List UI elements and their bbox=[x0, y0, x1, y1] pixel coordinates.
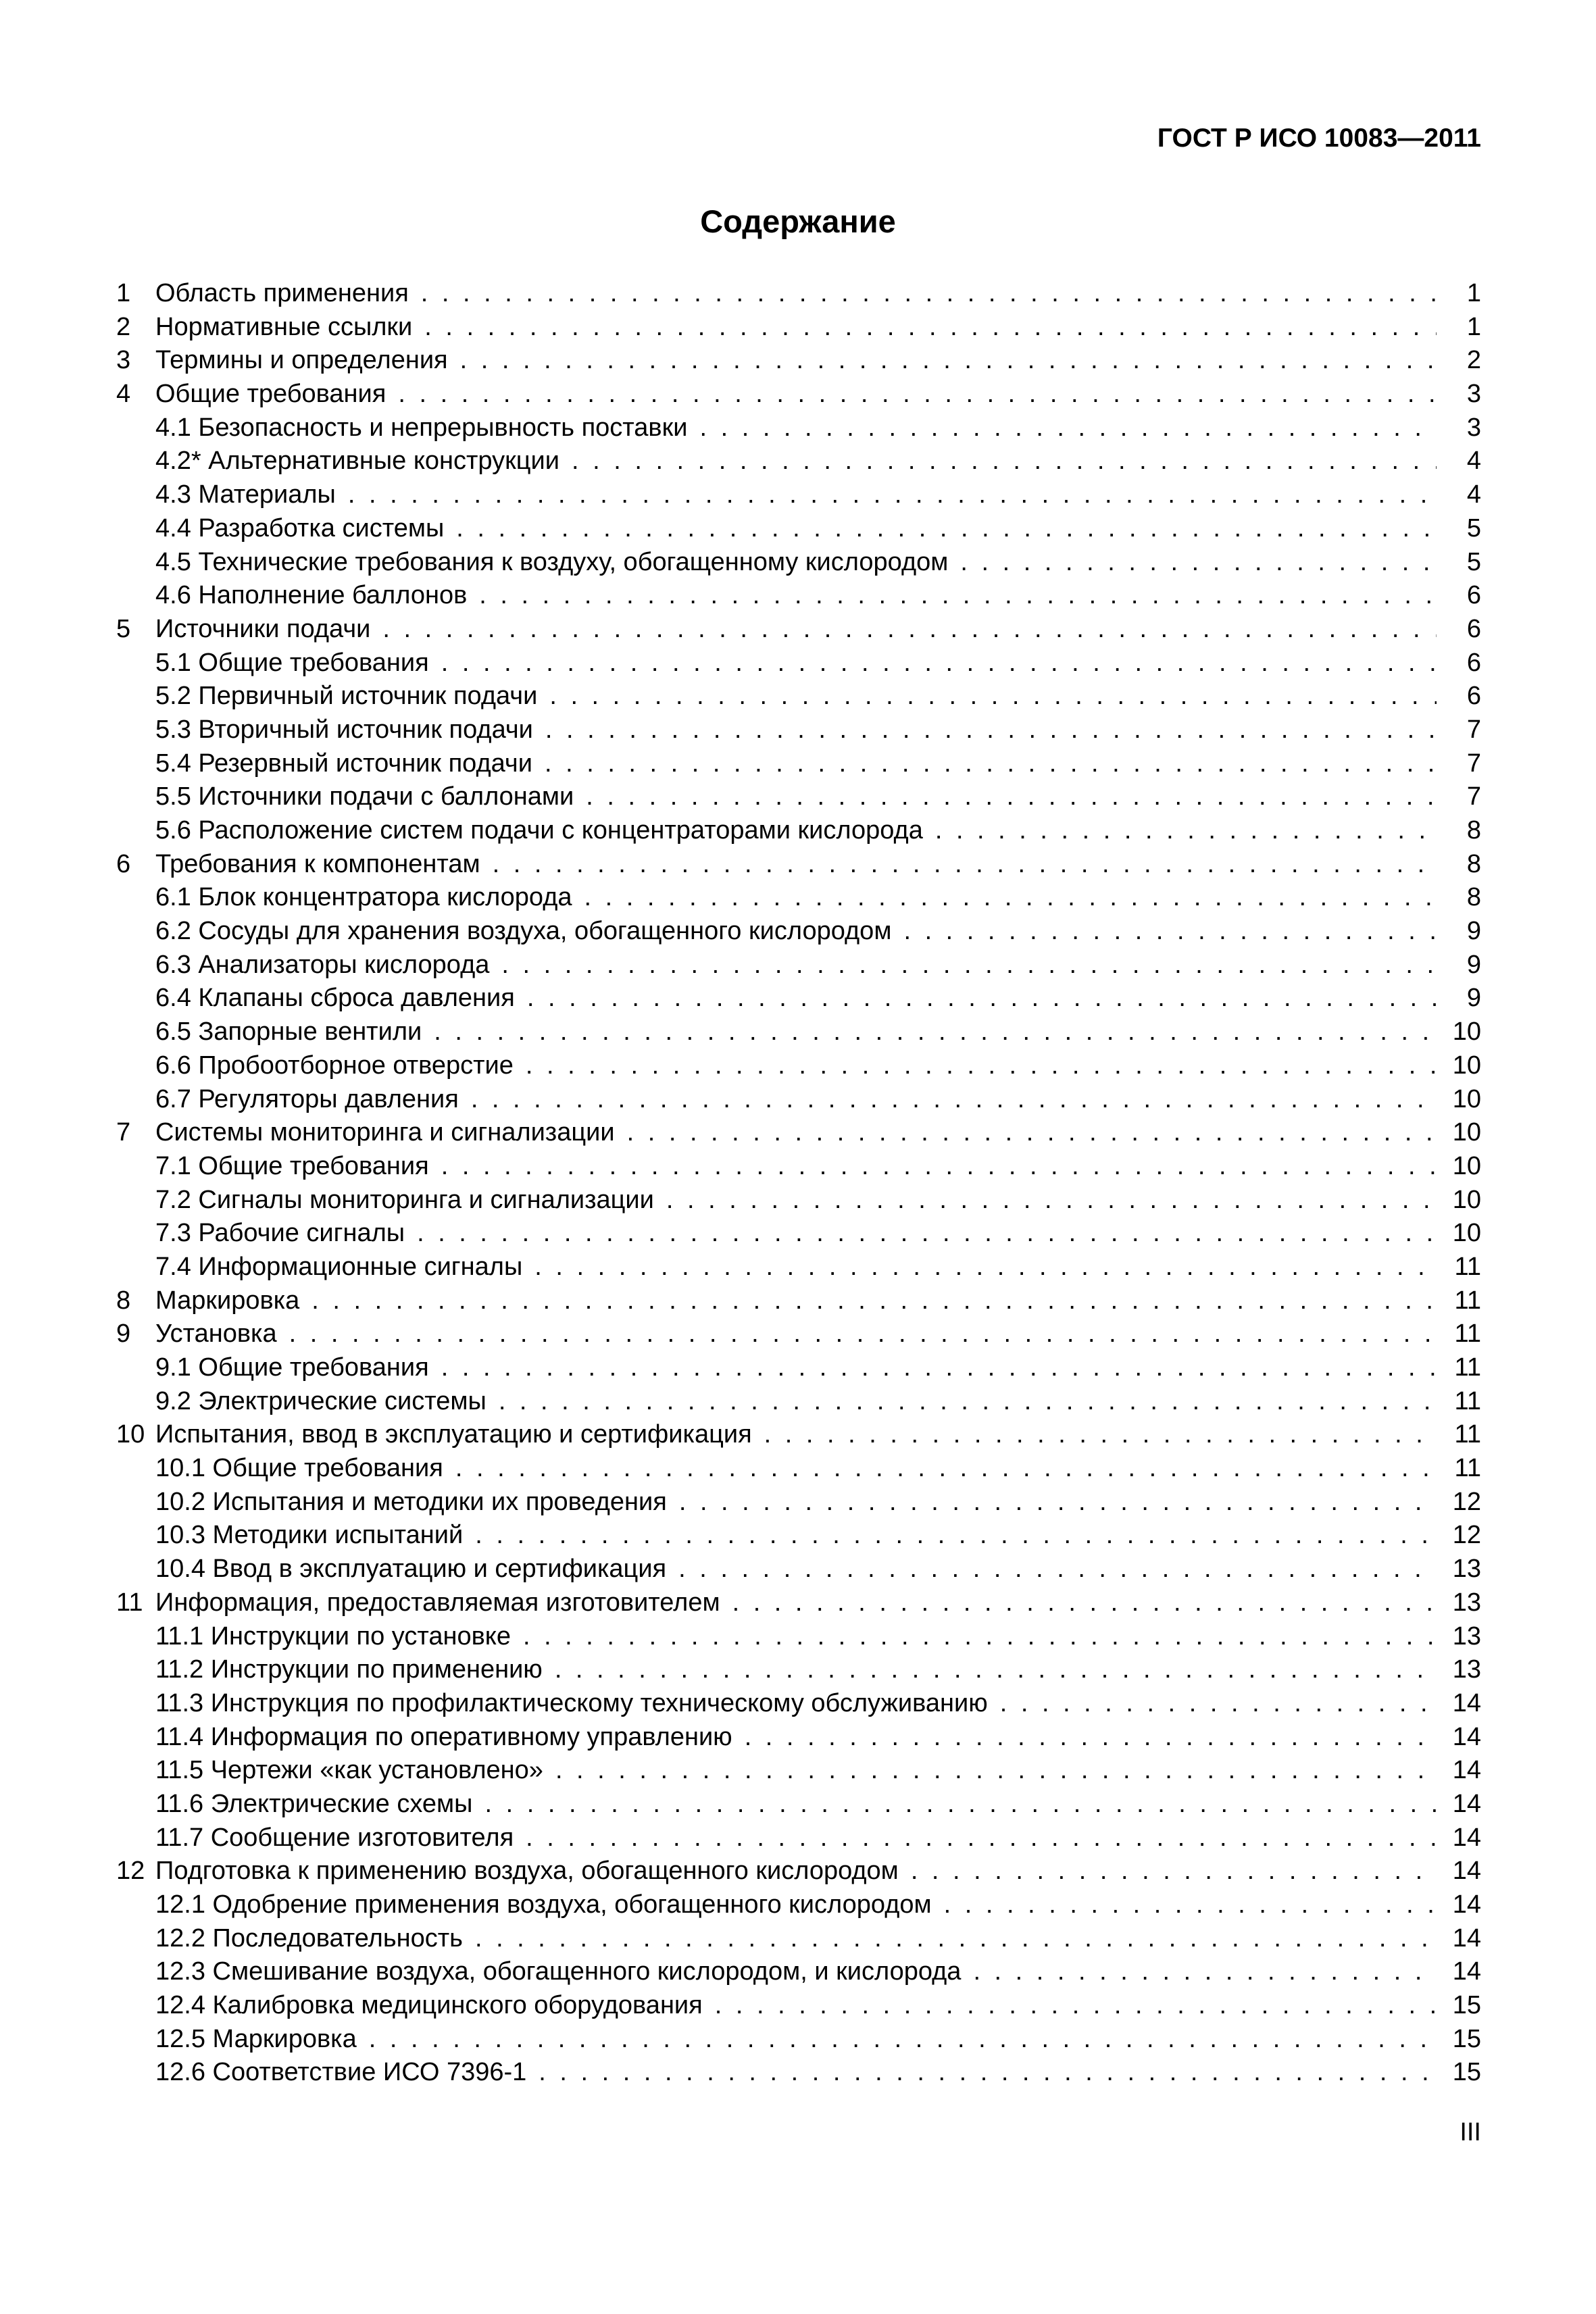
toc-entry-title: 7.1 Общие требования bbox=[155, 1151, 429, 1180]
toc-entry[interactable] bbox=[116, 713, 1481, 747]
dot-leader bbox=[441, 1351, 1437, 1385]
dot-leader bbox=[527, 982, 1437, 1015]
toc-entry-title: 9.1 Общие требования bbox=[155, 1353, 429, 1382]
toc-entry-page: 7 bbox=[1466, 749, 1481, 778]
toc-entry[interactable] bbox=[116, 1486, 1481, 1519]
toc-entry-page: 14 bbox=[1452, 1890, 1481, 1919]
toc-entry-page: 15 bbox=[1452, 2058, 1481, 2087]
toc-entry-title: 11.1 Инструкции по установке bbox=[155, 1621, 511, 1651]
toc-entry-title: Требования к компонентам bbox=[155, 849, 480, 878]
dot-leader bbox=[534, 1251, 1437, 1284]
toc-entry[interactable] bbox=[116, 1049, 1481, 1083]
toc-entry-page: 7 bbox=[1466, 715, 1481, 744]
toc-entry[interactable] bbox=[116, 1821, 1481, 1855]
toc-entry-title: 12.2 Последовательность bbox=[155, 1923, 463, 1953]
toc-entry[interactable] bbox=[116, 1788, 1481, 1821]
dot-leader bbox=[434, 1015, 1437, 1049]
toc-entry[interactable] bbox=[116, 1385, 1481, 1419]
dot-leader bbox=[1000, 1687, 1437, 1721]
toc-entry-title: 5.6 Расположение систем подачи с концентраторами кислорода bbox=[155, 816, 923, 845]
dot-leader bbox=[485, 1788, 1437, 1821]
toc-entry-page: 9 bbox=[1466, 917, 1481, 946]
toc-entry-title: 6.2 Сосуды для хранения воздуха, обогащенного кислородом bbox=[155, 917, 892, 946]
toc-entry-number: 5 bbox=[116, 614, 131, 643]
toc-entry-title: Термины и определения bbox=[155, 346, 448, 375]
toc-entry[interactable] bbox=[116, 1317, 1481, 1351]
toc-entry-page: 8 bbox=[1466, 883, 1481, 912]
dot-leader bbox=[475, 1519, 1437, 1553]
toc-entry-title: 5.1 Общие требования bbox=[155, 648, 429, 677]
toc-entry-title: Системы мониторинга и сигнализации bbox=[155, 1118, 615, 1147]
toc-entry-title: Маркировка bbox=[155, 1286, 300, 1315]
toc-entry-title: 4.2* Альтернативные конструкции bbox=[155, 447, 559, 476]
toc-entry-title: Область применения bbox=[155, 279, 409, 307]
toc-entry-page: 10 bbox=[1452, 1084, 1481, 1113]
toc-title: Содержание bbox=[700, 203, 896, 239]
toc-entry-title: 4.4 Разработка системы bbox=[155, 513, 445, 543]
toc-entry-page: 14 bbox=[1452, 1722, 1481, 1751]
toc-entry-title: 11.3 Инструкция по профилактическому техническому обслуживанию bbox=[155, 1688, 988, 1717]
toc-entry[interactable] bbox=[116, 1150, 1481, 1184]
dot-leader bbox=[421, 277, 1437, 311]
toc-entry[interactable] bbox=[116, 546, 1481, 580]
toc-entry-page: 14 bbox=[1452, 1957, 1481, 1986]
toc-entry-number: 8 bbox=[116, 1286, 131, 1315]
dot-leader bbox=[627, 1116, 1437, 1150]
toc-entry-page: 13 bbox=[1452, 1555, 1481, 1584]
dot-leader bbox=[666, 1184, 1437, 1217]
dot-leader bbox=[526, 1049, 1437, 1083]
toc-entry-page: 14 bbox=[1452, 1923, 1481, 1953]
dot-leader bbox=[584, 881, 1437, 915]
toc-entry-page: 14 bbox=[1452, 1857, 1481, 1886]
toc-entry-page: 10 bbox=[1452, 1051, 1481, 1080]
toc-entry-number: 12 bbox=[116, 1857, 145, 1886]
toc-entry[interactable] bbox=[116, 277, 1481, 311]
toc-entry-page: 10 bbox=[1452, 1219, 1481, 1248]
dot-leader bbox=[586, 780, 1437, 814]
toc-entry-page: 11 bbox=[1454, 1386, 1481, 1415]
toc-entry-title: Испытания, ввод в эксплуатацию и сертификация bbox=[155, 1420, 752, 1449]
toc-entry-page: 14 bbox=[1452, 1756, 1481, 1785]
toc-entry[interactable] bbox=[116, 378, 1481, 411]
toc-entry-title: 7.3 Рабочие сигналы bbox=[155, 1219, 405, 1248]
dot-leader bbox=[911, 1855, 1437, 1888]
toc-entry-page: 6 bbox=[1466, 614, 1481, 643]
toc-entry-page: 1 bbox=[1466, 312, 1481, 341]
dot-leader bbox=[526, 1821, 1437, 1855]
toc-entry[interactable] bbox=[116, 949, 1481, 982]
dot-leader bbox=[398, 378, 1437, 411]
toc-entry-title: 4.5 Технические требования к воздуху, обогащенному кислородом bbox=[155, 547, 949, 576]
toc-entry-number: 10 bbox=[116, 1420, 145, 1449]
dot-leader bbox=[455, 1452, 1437, 1486]
toc-entry[interactable] bbox=[116, 344, 1481, 378]
dot-leader bbox=[732, 1586, 1437, 1620]
page-number: III bbox=[1460, 2118, 1481, 2146]
toc-entry-title: 7.2 Сигналы мониторинга и сигнализации bbox=[155, 1185, 654, 1214]
toc-entry[interactable] bbox=[116, 881, 1481, 915]
dot-leader bbox=[382, 613, 1437, 647]
toc-entry-title: 6.4 Клапаны сброса давления bbox=[155, 984, 515, 1013]
toc-entry[interactable] bbox=[116, 747, 1481, 781]
toc-entry-title: 6.7 Регуляторы давления bbox=[155, 1084, 459, 1113]
dot-leader bbox=[764, 1418, 1437, 1452]
toc-entry[interactable] bbox=[116, 1351, 1481, 1385]
toc-entry-page: 11 bbox=[1454, 1454, 1481, 1483]
toc-entry-title: 5.5 Источники подачи с баллонами bbox=[155, 782, 574, 811]
toc-entry[interactable] bbox=[116, 2023, 1481, 2057]
dot-leader bbox=[501, 949, 1437, 982]
toc-entry-page: 11 bbox=[1454, 1252, 1481, 1281]
toc-entry-title: 11.2 Инструкции по применению bbox=[155, 1655, 543, 1684]
toc-entry-title: 12.4 Калибровка медицинского оборудования bbox=[155, 1991, 703, 2020]
toc-entry[interactable] bbox=[116, 1184, 1481, 1217]
toc-entry-title: Общие требования bbox=[155, 380, 386, 409]
toc-entry[interactable] bbox=[116, 1687, 1481, 1721]
toc-entry-number: 2 bbox=[116, 312, 131, 341]
toc-entry[interactable] bbox=[116, 1251, 1481, 1284]
dot-leader bbox=[369, 2023, 1437, 2057]
dot-leader bbox=[715, 1989, 1437, 2023]
toc-entry-title: 11.7 Сообщение изготовителя bbox=[155, 1823, 514, 1852]
toc-entry-title: 10.2 Испытания и методики их проведения bbox=[155, 1487, 667, 1516]
dot-leader bbox=[555, 1653, 1437, 1687]
dot-leader bbox=[289, 1317, 1437, 1351]
toc-entry-page: 14 bbox=[1452, 1688, 1481, 1717]
table-of-contents bbox=[116, 277, 1481, 2090]
dot-leader bbox=[572, 445, 1437, 478]
toc-entry-page: 1 bbox=[1466, 279, 1481, 307]
toc-entry[interactable] bbox=[116, 512, 1481, 546]
dot-leader bbox=[417, 1217, 1437, 1251]
toc-entry-title: 4.3 Материалы bbox=[155, 480, 336, 509]
toc-entry[interactable] bbox=[116, 647, 1481, 680]
toc-entry-page: 9 bbox=[1466, 950, 1481, 979]
toc-entry-page: 10 bbox=[1452, 1185, 1481, 1214]
toc-entry-number: 1 bbox=[116, 279, 131, 307]
dot-leader bbox=[475, 1922, 1437, 1956]
toc-entry-title: 6.3 Анализаторы кислорода bbox=[155, 950, 490, 979]
toc-entry-number: 4 bbox=[116, 380, 131, 409]
toc-entry[interactable] bbox=[116, 1888, 1481, 1922]
dot-leader bbox=[944, 1888, 1437, 1922]
dot-leader bbox=[545, 713, 1437, 747]
dot-leader bbox=[499, 1385, 1437, 1419]
toc-entry-page: 11 bbox=[1454, 1420, 1481, 1449]
toc-entry-page: 13 bbox=[1452, 1588, 1481, 1617]
toc-entry-title: Источники подачи bbox=[155, 614, 371, 643]
toc-entry[interactable] bbox=[116, 311, 1481, 345]
toc-entry-title: Нормативные ссылки bbox=[155, 312, 413, 341]
toc-entry-page: 10 bbox=[1452, 1118, 1481, 1147]
dot-leader bbox=[549, 680, 1437, 713]
dot-leader bbox=[973, 1955, 1437, 1989]
toc-entry[interactable] bbox=[116, 1217, 1481, 1251]
dot-leader bbox=[745, 1721, 1437, 1755]
toc-entry-number: 9 bbox=[116, 1319, 131, 1349]
toc-entry[interactable] bbox=[116, 1284, 1481, 1318]
toc-entry-page: 8 bbox=[1466, 816, 1481, 845]
toc-entry-title: 12.5 Маркировка bbox=[155, 2024, 357, 2053]
toc-entry[interactable] bbox=[116, 982, 1481, 1015]
toc-entry[interactable] bbox=[116, 579, 1481, 613]
dot-leader bbox=[441, 1150, 1437, 1184]
toc-entry-title: 11.6 Электрические схемы bbox=[155, 1789, 473, 1818]
dot-leader bbox=[479, 579, 1437, 613]
toc-entry[interactable] bbox=[116, 1553, 1481, 1586]
toc-entry-page: 12 bbox=[1452, 1521, 1481, 1550]
toc-entry[interactable] bbox=[116, 915, 1481, 949]
toc-entry-page: 4 bbox=[1466, 447, 1481, 476]
toc-entry[interactable] bbox=[116, 1418, 1481, 1452]
toc-entry-number: 3 bbox=[116, 346, 131, 375]
dot-leader bbox=[699, 411, 1437, 445]
dot-leader bbox=[348, 478, 1437, 512]
toc-entry-page: 3 bbox=[1466, 413, 1481, 442]
dot-leader bbox=[460, 344, 1437, 378]
toc-entry-page: 10 bbox=[1452, 1151, 1481, 1180]
toc-entry-title: 12.6 Соответствие ИСО 7396-1 bbox=[155, 2058, 527, 2087]
toc-entry[interactable] bbox=[116, 1989, 1481, 2023]
dot-leader bbox=[545, 747, 1437, 781]
toc-entry[interactable] bbox=[116, 478, 1481, 512]
toc-entry-title: 5.4 Резервный источник подачи bbox=[155, 749, 532, 778]
toc-entry-title: 5.3 Вторичный источник подачи bbox=[155, 715, 533, 744]
toc-entry[interactable] bbox=[116, 680, 1481, 713]
toc-entry-title: 7.4 Информационные сигналы bbox=[155, 1252, 523, 1281]
toc-entry[interactable] bbox=[116, 1452, 1481, 1486]
toc-entry-page: 4 bbox=[1466, 480, 1481, 509]
toc-entry-title: Установка bbox=[155, 1319, 277, 1349]
toc-entry-title: 12.3 Смешивание воздуха, обогащенного кислородом, и кислорода bbox=[155, 1957, 962, 1986]
toc-entry-page: 5 bbox=[1466, 513, 1481, 543]
toc-entry-page: 7 bbox=[1466, 782, 1481, 811]
toc-entry[interactable] bbox=[116, 1922, 1481, 1956]
toc-entry-page: 8 bbox=[1466, 849, 1481, 878]
toc-entry[interactable] bbox=[116, 814, 1481, 848]
dot-leader bbox=[903, 915, 1437, 949]
toc-entry[interactable] bbox=[116, 1015, 1481, 1049]
toc-entry[interactable] bbox=[116, 445, 1481, 478]
toc-entry-title: 11.4 Информация по оперативному управлению bbox=[155, 1722, 732, 1751]
dot-leader bbox=[679, 1486, 1437, 1519]
toc-entry-title: 4.1 Безопасность и непрерывность поставки bbox=[155, 413, 688, 442]
toc-entry-page: 6 bbox=[1466, 581, 1481, 610]
dot-leader bbox=[456, 512, 1437, 546]
toc-entry-title: 12.1 Одобрение применения воздуха, обогащенного кислородом bbox=[155, 1890, 932, 1919]
toc-entry-title: 9.2 Электрические системы bbox=[155, 1386, 487, 1415]
toc-entry[interactable] bbox=[116, 613, 1481, 647]
toc-entry[interactable] bbox=[116, 1620, 1481, 1654]
toc-entry-page: 5 bbox=[1466, 547, 1481, 576]
toc-entry[interactable] bbox=[116, 1754, 1481, 1788]
toc-entry-page: 10 bbox=[1452, 1017, 1481, 1047]
toc-entry[interactable] bbox=[116, 2056, 1481, 2090]
toc-entry-page: 13 bbox=[1452, 1655, 1481, 1684]
toc-entry-page: 9 bbox=[1466, 984, 1481, 1013]
toc-entry-page: 13 bbox=[1452, 1621, 1481, 1651]
dot-leader bbox=[555, 1754, 1437, 1788]
dot-leader bbox=[960, 546, 1437, 580]
toc-entry[interactable] bbox=[116, 1855, 1481, 1888]
dot-leader bbox=[678, 1553, 1437, 1586]
toc-entry-page: 3 bbox=[1466, 380, 1481, 409]
toc-entry[interactable] bbox=[116, 1519, 1481, 1553]
dot-leader bbox=[523, 1620, 1437, 1654]
toc-entry-title: Информация, предоставляемая изготовителем bbox=[155, 1588, 720, 1617]
toc-entry-number: 7 bbox=[116, 1118, 131, 1147]
toc-entry[interactable] bbox=[116, 1116, 1481, 1150]
toc-entry[interactable] bbox=[116, 780, 1481, 814]
dot-leader bbox=[424, 311, 1437, 345]
dot-leader bbox=[441, 647, 1437, 680]
dot-leader bbox=[471, 1083, 1437, 1117]
toc-entry-title: 6.1 Блок концентратора кислорода bbox=[155, 883, 572, 912]
toc-entry[interactable] bbox=[116, 848, 1481, 882]
dot-leader bbox=[539, 2056, 1437, 2090]
document-code: ГОСТ Р ИСО 10083—2011 bbox=[1157, 124, 1481, 153]
toc-entry[interactable] bbox=[116, 411, 1481, 445]
toc-entry-title: 10.3 Методики испытаний bbox=[155, 1521, 464, 1550]
toc-entry-page: 6 bbox=[1466, 682, 1481, 711]
toc-entry-title: 10.1 Общие требования bbox=[155, 1454, 443, 1483]
toc-entry-title: 6.6 Пробоотборное отверстие bbox=[155, 1051, 514, 1080]
toc-entry[interactable] bbox=[116, 1955, 1481, 1989]
toc-entry-title: 10.4 Ввод в эксплуатацию и сертификация bbox=[155, 1555, 667, 1584]
toc-entry-page: 14 bbox=[1452, 1789, 1481, 1818]
toc-entry-page: 11 bbox=[1454, 1286, 1481, 1315]
toc-entry-page: 11 bbox=[1454, 1319, 1481, 1349]
dot-leader bbox=[935, 814, 1437, 848]
toc-entry-page: 6 bbox=[1466, 648, 1481, 677]
toc-entry-page: 11 bbox=[1454, 1353, 1481, 1382]
toc-entry[interactable] bbox=[116, 1653, 1481, 1687]
toc-entry[interactable] bbox=[116, 1083, 1481, 1117]
toc-entry-title: 6.5 Запорные вентили bbox=[155, 1017, 422, 1047]
toc-entry-page: 14 bbox=[1452, 1823, 1481, 1852]
toc-entry-page: 12 bbox=[1452, 1487, 1481, 1516]
toc-entry-number: 6 bbox=[116, 849, 131, 878]
toc-entry-title: 4.6 Наполнение баллонов bbox=[155, 581, 468, 610]
toc-entry-page: 15 bbox=[1452, 2024, 1481, 2053]
toc-entry-title: 11.5 Чертежи «как установлено» bbox=[155, 1756, 543, 1785]
dot-leader bbox=[311, 1284, 1437, 1318]
dot-leader bbox=[493, 848, 1437, 882]
toc-entry-page: 2 bbox=[1466, 346, 1481, 375]
toc-entry-title: Подготовка к применению воздуха, обогащенного кислородом bbox=[155, 1857, 899, 1886]
toc-entry[interactable] bbox=[116, 1586, 1481, 1620]
toc-entry[interactable] bbox=[116, 1721, 1481, 1755]
toc-entry-page: 15 bbox=[1452, 1991, 1481, 2020]
toc-entry-title: 5.2 Первичный источник подачи bbox=[155, 682, 538, 711]
toc-entry-number: 11 bbox=[116, 1588, 143, 1617]
